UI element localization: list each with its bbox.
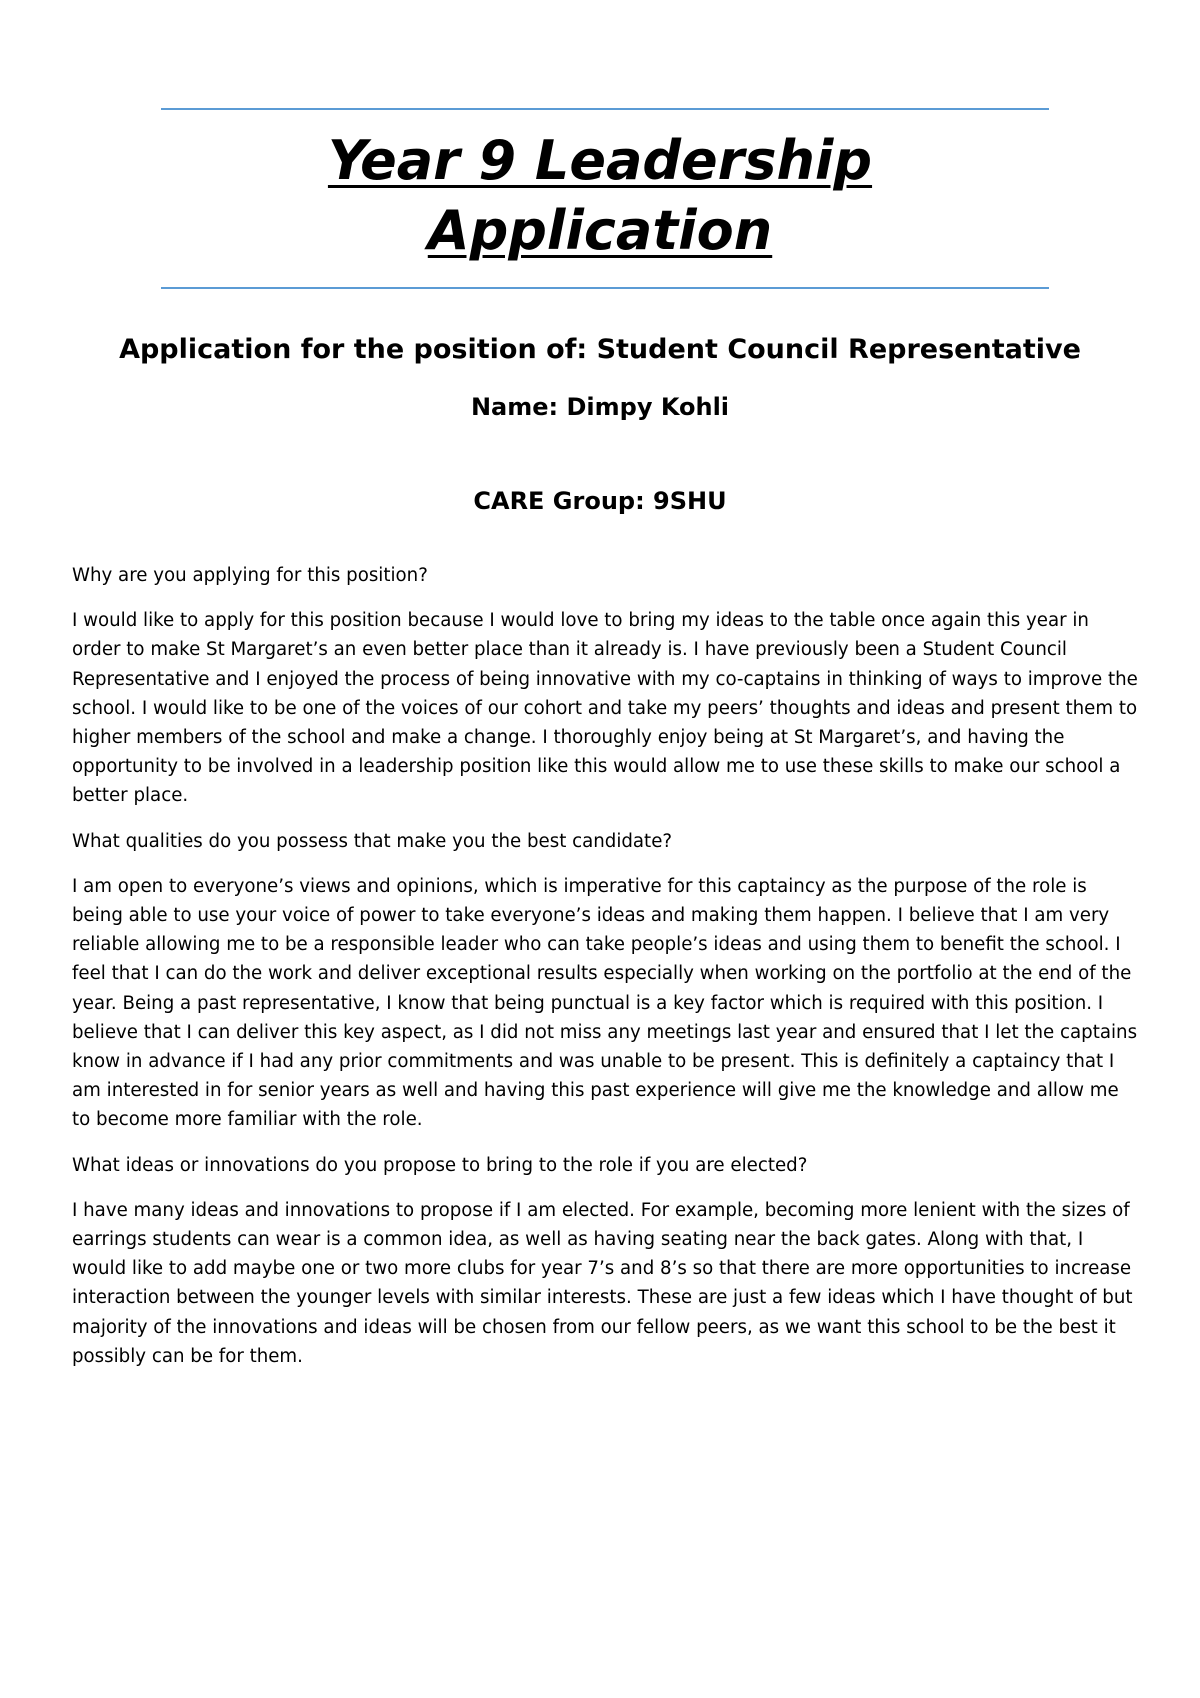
title-line-1: Year 9 Leadership xyxy=(327,129,873,192)
title-top-rule xyxy=(161,108,1049,110)
title-bottom-rule xyxy=(161,287,1049,289)
question-3: What ideas or innovations do you propose to bring to the role if you are elected? xyxy=(72,1154,808,1176)
position-heading: Application for the position of: Student Council Representative xyxy=(119,334,1081,365)
answer-1: I would like to apply for this position because I would love to bring my ideas to the table once again this year in order to make St Margaret’s an even better place than it already is. I have previously been a Student Council Representative and I enjoyed the process of being innovative with my co-captains in thinking of ways to improve the school. I would like to be one of the voices of our cohort and take my peers’ thoughts and ideas and present them to higher members of the school and make a change. I thoroughly enjoy being at St Margaret’s, and having the opportunity to be involved in a leadership position like this would allow me to use these skills to make our school a better place. xyxy=(72,610,1138,807)
title-line-2: Application xyxy=(427,199,773,262)
answer-2: I am open to everyone’s views and opinions, which is imperative for this captaincy as the purpose of the role is being able to use your voice of power to take everyone’s ideas and making them happen. I believe that I am very reliable allowing me to be a responsible leader who can take people’s ideas and using them to benefit the school. I feel that I can do the work and deliver exceptional results especially when working on the portfolio at the end of the year. Being a past representative, I know that being punctual is a key factor which is required with this position. I believe that I can deliver this key aspect, as I did not miss any meetings last year and ensured that I let the captains know in advance if I had any prior commitments and was unable to be present. This is definitely a captaincy that I am interested in for senior years as well and having this past experience will give me the knowledge and allow me to become more familiar with the role. xyxy=(72,875,1138,1131)
question-1: Why are you applying for this position? xyxy=(72,565,428,586)
care-group: CARE Group: 9SHU xyxy=(473,487,727,515)
question-2: What qualities do you possess that make you the best candidate? xyxy=(72,830,673,852)
answer-3: I have many ideas and innovations to propose if I am elected. For example, becoming more lenient with the sizes of earrings students can wear is a common idea, as well as having seating near the back gates. Along with that, I would like to add maybe one or two more clubs for year 7’s and 8’s so that there are more opportunities to increase interaction between the younger levels with similar interests. These are just a few ideas which I have thought of but majority of the innovations and ideas will be chosen from our fellow peers, as we want this school to be the best it possibly can be for them. xyxy=(72,1199,1133,1367)
applicant-name: Name: Dimpy Kohli xyxy=(470,393,730,421)
document-title xyxy=(0,126,1200,266)
application-body xyxy=(72,561,1138,1387)
